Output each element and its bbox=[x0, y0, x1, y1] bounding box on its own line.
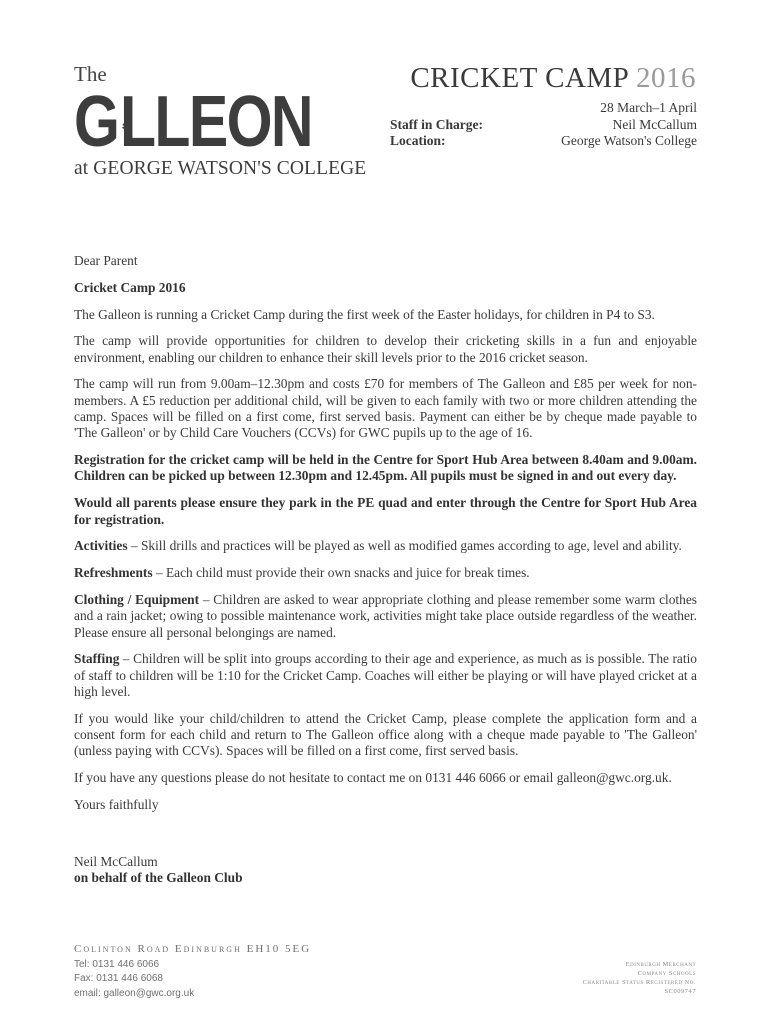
paragraph-staffing bbox=[74, 651, 697, 700]
activities-label: Activities bbox=[74, 538, 128, 554]
logo-letters-lleon: LLEON bbox=[120, 82, 312, 162]
logo-the-text: The bbox=[74, 62, 107, 86]
refreshments-label: Refreshments bbox=[74, 565, 153, 581]
camp-details bbox=[390, 100, 697, 150]
charity-line-2: Company Schools bbox=[637, 970, 696, 977]
logo-subtitle: at GEORGE WATSON'S COLLEGE bbox=[74, 158, 367, 179]
paragraph-application: If you would like your child/children to attend the Cricket Camp, please complete the application form and a consent form for each child and return to The Galleon office along with a cheque made payable to 'The Galleon' (unless paying with CCVs). Spaces will be filled on a first come, first served basis. bbox=[74, 710, 697, 759]
letter-heading: Cricket Camp 2016 bbox=[74, 279, 186, 295]
letter-body bbox=[74, 253, 697, 886]
salutation: Dear Parent bbox=[74, 253, 138, 268]
refreshments-text: – Each child must provide their own snacks and juice for break times. bbox=[152, 565, 530, 581]
signer-role: on behalf of the Galleon Club bbox=[74, 870, 243, 886]
staffing-label: Staffing bbox=[74, 651, 120, 667]
footer-email[interactable]: email: galleon@gwc.org.uk bbox=[74, 987, 195, 999]
logo-wordmark bbox=[74, 82, 354, 162]
footer-contact bbox=[74, 942, 311, 1001]
location-value: George Watson's College bbox=[561, 133, 697, 148]
paragraph-refreshments bbox=[74, 565, 697, 581]
footer-fax: Fax: 0131 446 6068 bbox=[74, 973, 163, 984]
footer-address: Colinton Road Edinburgh EH10 5EG bbox=[74, 943, 312, 955]
title-year: 2016 bbox=[636, 62, 696, 94]
paragraph-costs: The camp will run from 9.00am–12.30pm and costs £70 for members of The Galleon and £85 per week for non-members. A £5 reduction per additional child, will be given to each family with two or more children attending the camp. Spaces will be filled on a first come, first served basis. Payment can either be by cheque made payable to 'The Galleon' or by Child Care Vouchers (CCVs) for GWC pupils up to the age of 16. bbox=[74, 376, 697, 441]
activities-text: – Skill drills and practices will be played as well as modified games according to age, level and ability. bbox=[127, 538, 682, 554]
paragraph-intro: The Galleon is running a Cricket Camp during the first week of the Easter holidays, for children in P4 to S3. bbox=[74, 306, 655, 322]
camp-dates: 28 March–1 April bbox=[600, 100, 697, 115]
staff-value: Neil McCallum bbox=[612, 116, 697, 132]
paragraph-parking: Would all parents please ensure they park in the PE quad and enter through the Centre for Sport Hub Area for registration. bbox=[74, 495, 697, 527]
clothing-label: Clothing / Equipment bbox=[74, 591, 200, 607]
paragraph-activities bbox=[74, 538, 697, 554]
charity-line-4: SC009747 bbox=[664, 988, 696, 995]
title-main: CRICKET CAMP bbox=[410, 62, 629, 94]
closing: Yours faithfully bbox=[74, 796, 159, 812]
staff-row bbox=[390, 117, 697, 134]
location-row bbox=[390, 133, 697, 150]
charity-line-1: Edinburgh Merchant bbox=[625, 961, 696, 968]
paragraph-registration: Registration for the cricket camp will be held in the Centre for Sport Hub Area between 8.40am and 9.00am. Children can be picked up between 12.30pm and 12.45pm. All pupils must be signed in and out every day. bbox=[74, 452, 697, 484]
footer-charity bbox=[583, 960, 696, 996]
clothing-text: – Children are asked to wear appropriate clothing and please remember some warm clothes and a rain jacket; owing to possible maintenance work, activities might take place outside regardless of the weather. Please ensure all personal belongings are named. bbox=[74, 591, 697, 640]
signature-space bbox=[74, 824, 697, 854]
footer-tel: Tel: 0131 446 6066 bbox=[74, 958, 160, 970]
page-title bbox=[410, 62, 696, 95]
paragraph-contact: If you have any questions please do not hesitate to contact me on 0131 446 6066 or email galleon@gwc.org.uk. bbox=[74, 770, 672, 786]
staff-label: Staff in Charge: bbox=[390, 116, 483, 132]
staffing-text: – Children will be split into groups according to their age and experience, as much as is possible. The ratio of staff to children will be 1:10 for the Cricket Camp. Coaches will either be playing or will have played cricket at a high level. bbox=[74, 651, 697, 699]
galleon-logo bbox=[74, 62, 367, 180]
paragraph-opportunities: The camp will provide opportunities for children to develop their cricketing skills in a fun and enjoyable environment, enabling our children to enhance their skill levels prior to the 2016 cricket season. bbox=[74, 333, 697, 365]
charity-line-3: Charitable Status Registered No. bbox=[582, 979, 696, 986]
signer-name: Neil McCallum bbox=[74, 853, 158, 869]
paragraph-clothing bbox=[74, 592, 697, 641]
dates-row bbox=[390, 100, 697, 117]
logo-letter-g: G bbox=[74, 82, 119, 162]
location-label: Location: bbox=[390, 133, 446, 148]
